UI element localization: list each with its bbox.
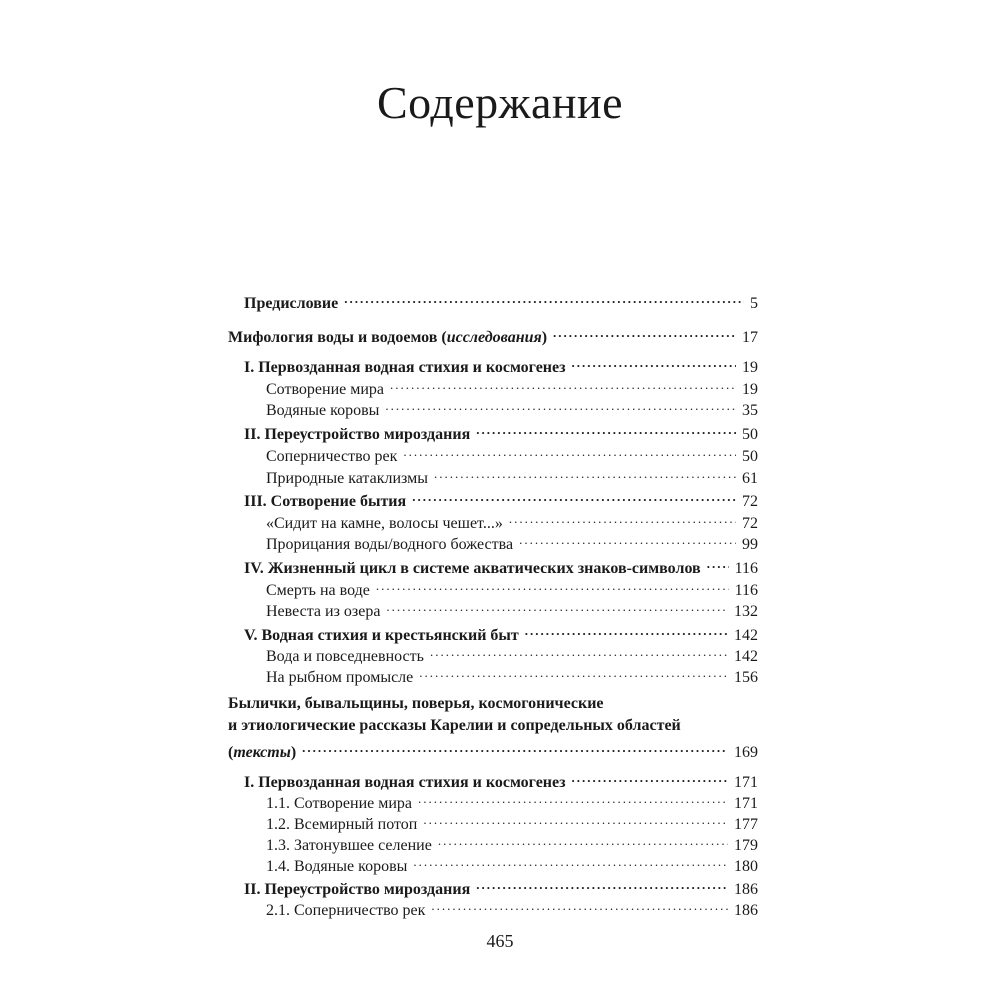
- label-italic: тексты: [233, 744, 291, 761]
- toc-entry[interactable]: [228, 737, 758, 761]
- dot-leader: [419, 662, 728, 682]
- toc-entry-label: Водяные коровы: [266, 402, 380, 419]
- toc-entry[interactable]: [266, 809, 758, 833]
- toc-entry[interactable]: [266, 508, 758, 532]
- toc-entry[interactable]: [244, 767, 758, 791]
- toc-entry[interactable]: [266, 441, 758, 465]
- dot-leader: [438, 830, 728, 850]
- toc-entry-label: I. Первозданная водная стихия и космогенез: [244, 774, 566, 791]
- toc-entry[interactable]: [244, 486, 758, 510]
- label-part: Мифология воды и водоемов (: [228, 329, 447, 346]
- toc-entry-label: 1.2. Всемирный потоп: [266, 816, 418, 833]
- dot-leader: [344, 288, 744, 308]
- toc-entry-page: 116: [734, 582, 758, 599]
- toc-entry-label: Вода и повседневность: [266, 648, 424, 665]
- toc-entry-page: 35: [742, 402, 758, 419]
- toc-entry[interactable]: [266, 851, 758, 875]
- toc-entry[interactable]: [266, 374, 758, 398]
- label-part: (: [228, 744, 234, 761]
- toc-entry-page: 19: [742, 359, 758, 376]
- toc-entry-page: 156: [734, 669, 758, 686]
- toc-entry-page: 177: [734, 816, 758, 833]
- dot-leader: [525, 620, 728, 640]
- dot-leader: [572, 767, 728, 787]
- toc-entry[interactable]: [244, 874, 758, 898]
- toc-entry[interactable]: [266, 662, 758, 686]
- toc-entry-label: II. Переустройство мироздания: [244, 426, 471, 443]
- label-part: ): [541, 329, 548, 346]
- label-italic: исследования: [446, 329, 542, 346]
- toc-entry-page: 72: [742, 493, 758, 510]
- toc-entry-page: 171: [734, 795, 758, 812]
- toc-entry-label: Природные катаклизмы: [266, 470, 429, 487]
- dot-leader: [434, 463, 736, 483]
- toc-entry-label: [228, 743, 296, 763]
- dot-leader: [431, 895, 728, 915]
- toc-entry-label: V. Водная стихия и крестьянский быт: [244, 627, 519, 644]
- toc-entry-page: 179: [734, 837, 758, 854]
- toc-entry[interactable]: [266, 596, 758, 620]
- toc-entry[interactable]: [266, 463, 758, 487]
- dot-leader: [412, 486, 736, 506]
- toc-entry-page: 142: [734, 648, 758, 665]
- toc-entry-label: На рыбном промысле: [266, 669, 414, 686]
- toc-entry-label: [228, 328, 547, 348]
- section-heading-line: и этиологические рассказы Карелии и сопредельных областей: [228, 717, 681, 734]
- toc-entry-label: Прорицания воды/водного божества: [266, 536, 514, 553]
- toc-entry[interactable]: [244, 419, 758, 443]
- dot-leader: [572, 352, 736, 372]
- toc-entry-label: III. Сотворение бытия: [244, 493, 407, 510]
- toc-entry[interactable]: [244, 553, 758, 577]
- dot-leader: [476, 874, 728, 894]
- toc-entry-page: 50: [742, 426, 758, 443]
- toc-entry[interactable]: [266, 395, 758, 419]
- toc-entry-label: Невеста из озера: [266, 603, 381, 620]
- dot-leader: [423, 809, 728, 829]
- toc-entry-page: 116: [734, 560, 758, 577]
- toc-entry[interactable]: [244, 288, 758, 312]
- toc-entry[interactable]: [228, 322, 758, 346]
- toc-entry-page: 61: [742, 470, 758, 487]
- dot-leader: [413, 851, 728, 871]
- toc-entry-page: 169: [734, 744, 758, 761]
- toc-entry-label: I. Первозданная водная стихия и космогенез: [244, 359, 566, 376]
- dot-leader: [376, 575, 729, 595]
- dot-leader: [476, 419, 736, 439]
- toc-entry-label: «Сидит на камне, волосы чешет...»: [266, 515, 503, 532]
- toc-entry-label: IV. Жизненный цикл в системе акватических знаков-символов: [244, 560, 701, 577]
- toc-entry-page: 180: [734, 858, 758, 875]
- toc-entry-label: Смерть на воде: [266, 582, 370, 599]
- toc-entry[interactable]: [266, 641, 758, 665]
- dot-leader: [302, 737, 728, 757]
- dot-leader: [509, 508, 736, 528]
- toc-entry-page: 142: [734, 627, 758, 644]
- toc-entry[interactable]: [244, 620, 758, 644]
- toc-entry-label: 1.1. Сотворение мира: [266, 795, 413, 812]
- toc-entry[interactable]: [266, 575, 758, 599]
- label-part: ): [290, 744, 297, 761]
- toc-entry-page: 17: [742, 329, 758, 346]
- toc-entry-page: 171: [734, 774, 758, 791]
- toc-entry-page: 132: [734, 603, 758, 620]
- toc-entry[interactable]: [266, 529, 758, 553]
- toc-entry-page: 50: [742, 448, 758, 465]
- dot-leader: [385, 395, 736, 415]
- toc-entry-label: II. Переустройство мироздания: [244, 881, 471, 898]
- toc-entry-page: 72: [742, 515, 758, 532]
- toc-entry[interactable]: [244, 352, 758, 376]
- dot-leader: [553, 322, 736, 342]
- toc-entry-page: 186: [734, 881, 758, 898]
- toc-entry-page: 99: [742, 536, 758, 553]
- toc-entry-page: 19: [742, 381, 758, 398]
- dot-leader: [386, 596, 728, 616]
- toc-entry-page: 5: [750, 295, 758, 312]
- toc-entry-label: Предисловие: [244, 295, 339, 312]
- dot-leader: [707, 553, 729, 573]
- toc-entry-page: 186: [734, 902, 758, 919]
- toc-entry[interactable]: [266, 830, 758, 854]
- toc-entry-label: Соперничество рек: [266, 448, 398, 465]
- dot-leader: [390, 374, 736, 394]
- toc-entry-label: 1.4. Водяные коровы: [266, 858, 408, 875]
- page-number: 465: [486, 931, 514, 951]
- toc-entry-label: Сотворение мира: [266, 381, 385, 398]
- toc-entry[interactable]: [266, 895, 758, 919]
- toc-entry-label: 2.1. Соперничество рек: [266, 902, 426, 919]
- dot-leader: [418, 788, 728, 808]
- section-heading-line: Былички, бывальщины, поверья, космогонические: [228, 695, 604, 712]
- toc-entry[interactable]: [266, 788, 758, 812]
- dot-leader: [519, 529, 736, 549]
- dot-leader: [403, 441, 736, 461]
- dot-leader: [430, 641, 728, 661]
- toc-entry-label: 1.3. Затонувшее селение: [266, 837, 432, 854]
- page-title: Содержание: [376, 77, 624, 128]
